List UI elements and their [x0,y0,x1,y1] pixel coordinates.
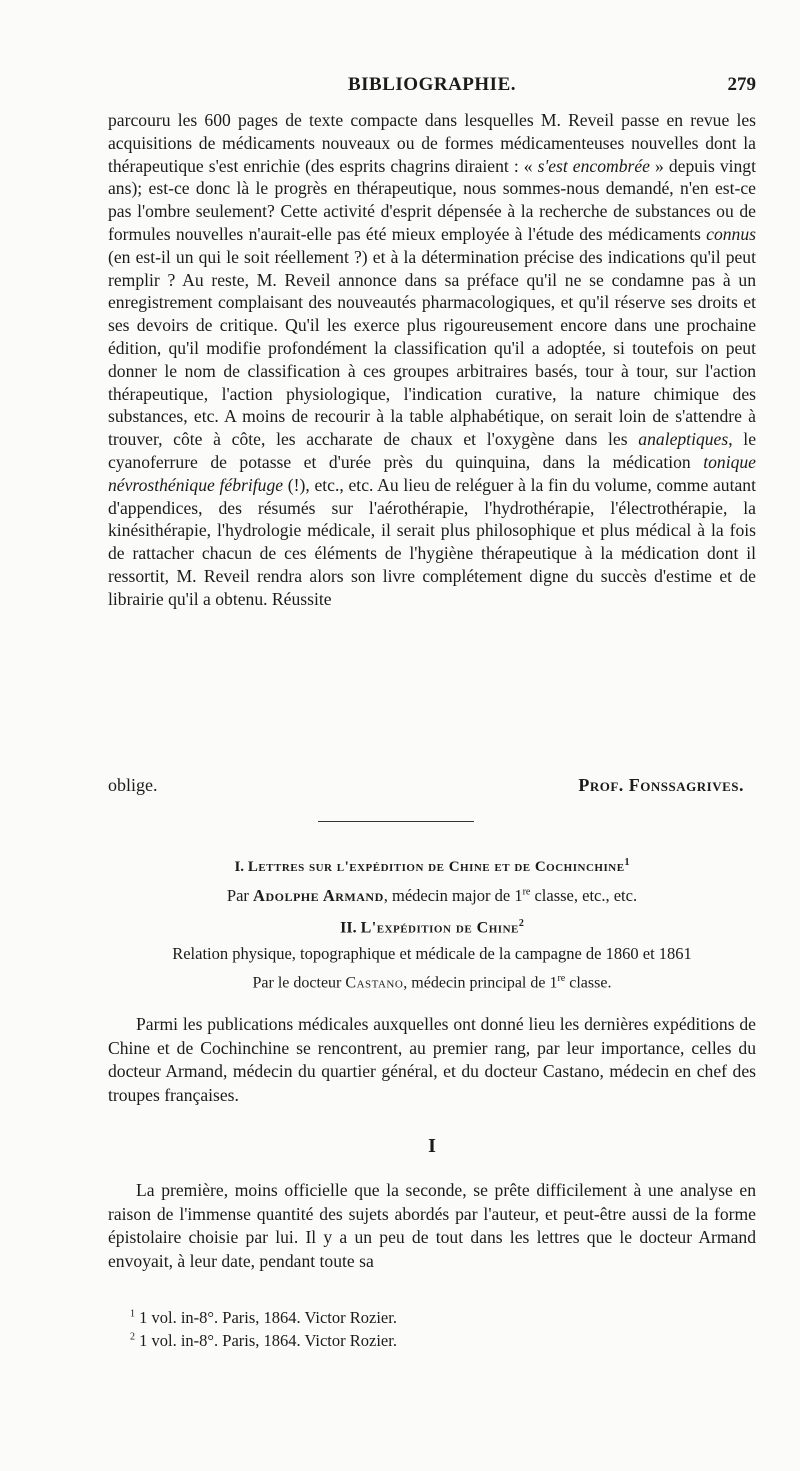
review-signature: Prof. Fonssagrives. [578,775,744,795]
author-line-2 [108,973,756,992]
author-line-2-rank: , médecin principal de 1 [403,974,558,992]
author-line-1 [108,886,756,906]
author-2-name: Castano [345,974,404,992]
review-signature-line [108,775,756,799]
review-text-d: , le cyanoferrure de potasse et d'urée près du quinquina, dans la médication [108,429,757,472]
author-line-2-sup: re [557,973,566,984]
author-line-1-prefix: Par [226,886,249,905]
heading-2-title: L'expédition de Chine [360,919,519,937]
section-heading-1 [108,857,756,876]
review-text-a: parcouru les 600 pages de texte compacte dans lesquelles M. Reveil passe en revue les acquisitions de médicaments nouveaux ou de formes médicamenteuses nouvelles dont la thérapeutique s'est enrichie (des esprits chagrins diraient : « [108,110,756,176]
running-title: BIBLIOGRAPHIE. [347,74,516,95]
review-emphasis-2: connus [706,223,756,244]
page-number: 279 [727,74,756,95]
footnote-1-text: 1 vol. in-8°. Paris, 1864. Victor Rozier. [135,1308,397,1327]
review-text-b: » depuis vingt ans); est-ce donc là le progrès en thérapeutique, nous sommes-nous demandé, n'en est-ce pas l'ombre seulement? Cette activité d'esprit dépensée à la recherche de substances ou de formules nouvelles n'aurait-elle pas été mieux employée à l'étude des médicaments [108,155,756,244]
relation-subtitle: Relation physique, topographique et médicale de la campagne de 1860 et 1861 [172,944,692,963]
footnote-2-mark: 2 [130,1331,135,1343]
heading-1-title: Lettres sur l'expédition de Chine et de Cochinchine [247,859,625,875]
review-text-e: (!), etc., etc. Au lieu de reléguer à la fin du volume, comme autant d'appendices, des résumés sur l'aérothérapie, l'hydrothérapie, l'électrothérapie, la kinésithérapie, l'hydrologie médicale, il serait plus philosophique et plus médical à la fois de rattacher chacun de ces éléments de l'hygiène thérapeutique à la médication dont il ressortit, M. Reveil rendra alors son livre complétement digne du succès d'estime et de librairie qu'il a obtenu. Réussite [108,474,756,609]
heading-1-number: I. [234,859,245,875]
author-line-1-end: classe, etc., etc. [530,886,638,905]
heading-2-number: II. [340,919,357,937]
author-1-name: Adolphe Armand [253,886,384,905]
author-line-1-rank: , médecin major de 1 [383,886,523,905]
review-emphasis-3: analeptiques [638,429,729,450]
footnote-1-mark: 1 [130,1308,135,1320]
review-emphasis-4: tonique névrosthénique fébrifuge [108,451,756,495]
review-emphasis-1: s'est encombrée [537,155,650,176]
author-line-2-end: classe. [565,974,612,992]
review-text-c: (en est-il un qui le soit réellement ?) et à la détermination précise des indications qu'il peut remplir ? Au reste, M. Reveil annonce dans sa préface qu'il ne se condamne pas à un enregistrement complaisant des nouveautés pharmacologiques, et qu'il réserve ses droits et ses devoirs de critique. Qu'il les exerce plus rigoureusement encore dans une prochaine édition, qu'il modifie profondément la classification qu'il a adoptée, si toutefois on peut donner le nom de classification à ces groupes arbitraires basés, tour à tour, sur l'action thérapeutique, l'action physiologique, l'indication curative, la nature chimique des substances, etc. A moins de recourir à la table alphabétique, on serait loin de s'attendre à trouver, côte à côte, les accharate de chaux et l'oxygène dans les [108,246,756,450]
heading-1-footnote-mark: 1 [624,857,630,868]
section-heading-2 [108,918,756,937]
footnote-2-text: 1 vol. in-8°. Paris, 1864. Victor Rozier. [135,1331,397,1350]
author-line-1-sup: re [522,886,531,898]
body-paragraph: La première, moins officielle que la seconde, se prête difficilement à une analyse en raison de l'immense quantité des sujets abordés par l'auteur, et peut-être aussi de la forme épistolaire choisie par lui. Il y a un peu de tout dans les lettres que le docteur Armand envoyait, à leur date, pendant toute sa [108,1180,756,1271]
subsection-numeral: I [428,1135,436,1157]
section-separator [318,821,474,822]
running-header [108,68,756,102]
footnote-2 [130,1331,397,1351]
review-last-word: oblige. [108,775,158,795]
footnote-1 [130,1308,397,1328]
author-line-2-prefix: Par le docteur [252,974,342,992]
heading-2-footnote-mark: 2 [518,918,524,929]
review-paragraph [108,109,756,611]
intro-paragraph: Parmi les publications médicales auxquelles ont donné lieu les dernières expéditions de Chine et de Cochinchine se rencontrent, au premier rang, par leur importance, celles du docteur Armand, médecin du quartier général, et du docteur Castano, médecin en chef des troupes françaises. [108,1014,756,1105]
